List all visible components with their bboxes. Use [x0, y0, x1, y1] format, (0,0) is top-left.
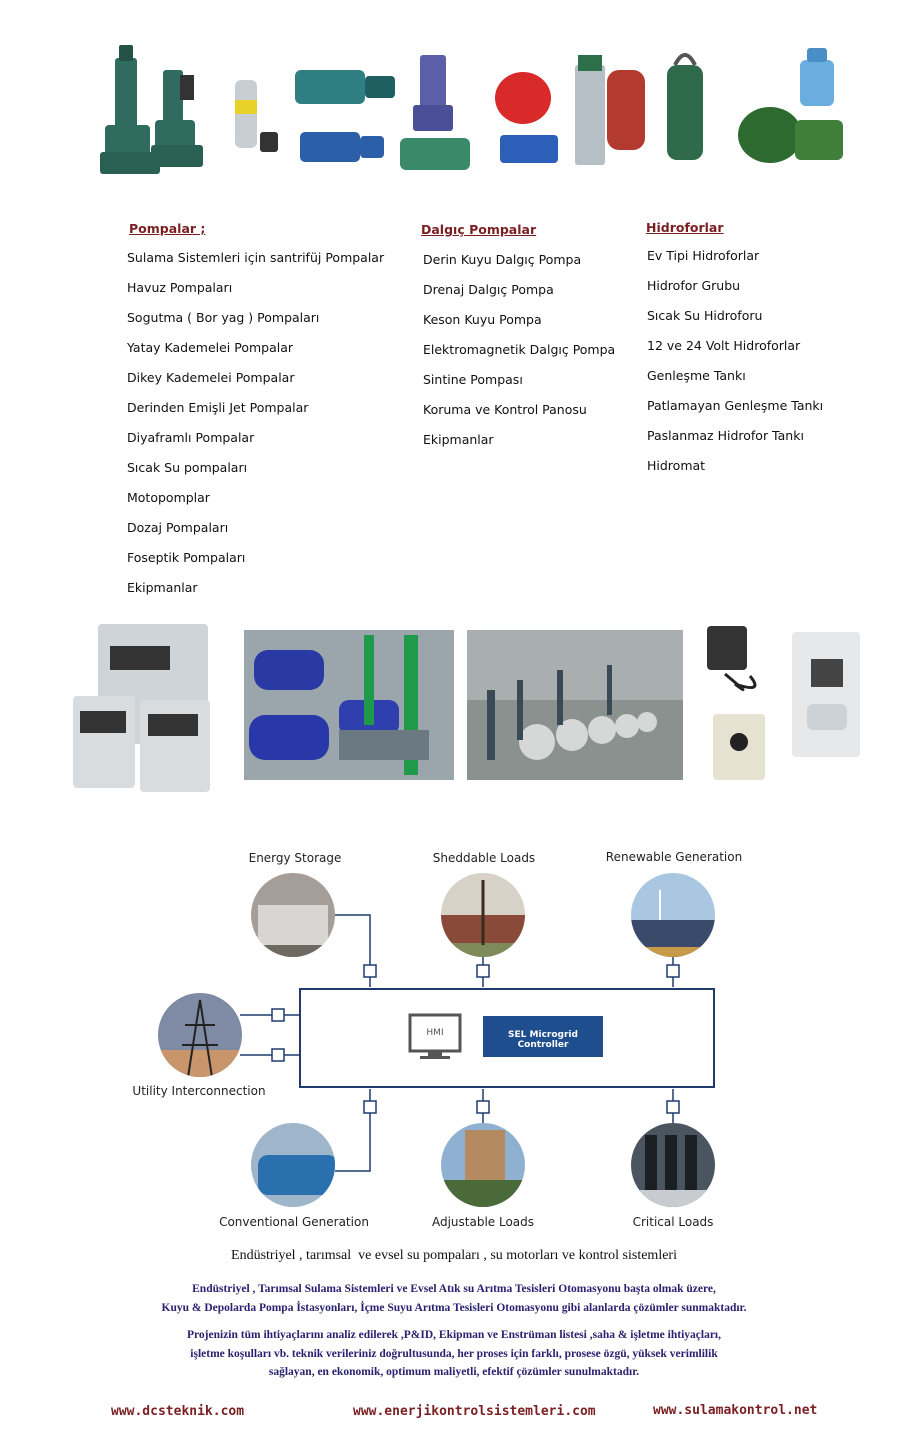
pump-products-image — [95, 40, 855, 190]
list-item[interactable]: Ev Tipi Hidroforlar — [647, 248, 760, 263]
list-item[interactable]: Drenaj Dalgıç Pompa — [423, 282, 554, 297]
list-item[interactable]: Sıcak Su pompaları — [127, 460, 248, 475]
blurb-line: Projenizin tüm ihtiyaçlarını analiz edilerek ,P&ID, Ekipman ve Enstrüman listesi ,saha & işletme ihtiyaçları, — [187, 1329, 721, 1341]
industrial-pumps-photo — [467, 630, 683, 780]
link-dcsteknik[interactable]: www.dcsteknik.com — [111, 1404, 245, 1419]
list-item[interactable]: Yatay Kademelei Pompalar — [127, 340, 294, 355]
list-item[interactable]: Keson Kuyu Pompa — [423, 312, 542, 327]
list-item[interactable]: Dozaj Pompaları — [127, 520, 229, 535]
link-sulamakontrol[interactable]: www.sulamakontrol.net — [653, 1403, 818, 1418]
product-banner — [95, 40, 855, 190]
list-item[interactable]: Sogutma ( Bor yag ) Pompaları — [127, 310, 320, 325]
list-item[interactable]: Diyaframlı Pompalar — [127, 430, 255, 445]
critical-loads-label: Critical Loads — [632, 1215, 714, 1229]
hmi-label: HMI — [426, 1028, 444, 1038]
list-item[interactable]: Hidromat — [647, 458, 706, 473]
list-item[interactable]: Genleşme Tankı — [647, 368, 746, 383]
energy-storage-label: Energy Storage — [248, 851, 342, 865]
list-item[interactable]: Sıcak Su Hidroforu — [647, 308, 763, 323]
list-item[interactable]: Havuz Pompaları — [127, 280, 233, 295]
hidrofor-title[interactable]: Hidroforlar — [646, 220, 724, 235]
list-item[interactable]: Derinden Emişli Jet Pompalar — [127, 400, 309, 415]
utility-interconnection-image — [158, 993, 248, 1083]
conventional-generation-label: Conventional Generation — [219, 1215, 369, 1229]
microgrid-diagram — [0, 835, 908, 1235]
list-item[interactable]: Derin Kuyu Dalgıç Pompa — [423, 252, 582, 267]
list-item[interactable]: Paslanmaz Hidrofor Tankı — [647, 428, 804, 443]
conventional-generation-image — [250, 1123, 340, 1213]
list-item[interactable]: Elektromagnetik Dalgıç Pompa — [423, 342, 616, 357]
link-enerjikontrolsistemleri[interactable]: www.enerjikontrolsistemleri.com — [353, 1404, 596, 1419]
list-item[interactable]: Sintine Pompası — [423, 372, 523, 387]
list-item[interactable]: Motopomplar — [127, 490, 210, 505]
list-item[interactable]: Patlamayan Genleşme Tankı — [647, 398, 824, 413]
pompalar-title[interactable]: Pompalar ; — [129, 221, 206, 236]
list-item[interactable]: Ekipmanlar — [423, 432, 494, 447]
blurb-line: Endüstriyel , Tarımsal Sulama Sistemleri ve Evsel Atık su Arıtma Tesisleri Otomasyonu başta olmak üzere, — [192, 1283, 716, 1295]
list-item[interactable]: Hidrofor Grubu — [647, 278, 741, 293]
sheddable-loads-label: Sheddable Loads — [432, 851, 536, 865]
list-item[interactable]: Foseptik Pompaları — [127, 550, 246, 565]
pump-room-photo — [244, 630, 454, 780]
list-item[interactable]: Koruma ve Kontrol Panosu — [423, 402, 587, 417]
drives-photo — [68, 616, 218, 796]
list-item[interactable]: Dikey Kademelei Pompalar — [127, 370, 295, 385]
blurb-line: işletme koşulları vb. teknik verileriniz doğrultusunda, her proses için farklı, prosese özgü, yüksek verimlilik — [190, 1348, 718, 1360]
renewable-generation-image — [630, 873, 720, 963]
list-item[interactable]: Sulama Sistemleri için santrifüj Pompalar — [127, 250, 385, 265]
list-item[interactable]: Ekipmanlar — [127, 580, 198, 595]
blurb-line: sağlayan, en ekonomik, optimum maliyetli, efektif çözümler sunulmaktadır. — [268, 1366, 640, 1378]
blurb-line: Kuyu & Depolarda Pompa İstasyonları, İçme Suyu Arıtma Tesisleri Otomasyonu gibi alanlarda çözümler sunmaktadır. — [161, 1302, 747, 1314]
energy-storage-image — [250, 873, 340, 965]
list-item[interactable]: 12 ve 24 Volt Hidroforlar — [647, 338, 801, 353]
sheddable-loads-image — [440, 873, 530, 963]
renewable-generation-label: Renewable Generation — [605, 850, 743, 864]
caption: Endüstriyel , tarımsal ve evsel su pompaları , su motorları ve kontrol sistemleri — [231, 1248, 677, 1263]
dalgic-title[interactable]: Dalgıç Pompalar — [421, 222, 537, 237]
utility-interconnection-label: Utility Interconnection — [132, 1084, 266, 1098]
adjustable-loads-image — [440, 1123, 530, 1213]
controller-label: SEL Microgrid Controller — [508, 1030, 578, 1050]
adjustable-loads-label: Adjustable Loads — [431, 1215, 535, 1229]
critical-loads-image — [630, 1123, 720, 1213]
controllers-photo — [695, 604, 890, 789]
